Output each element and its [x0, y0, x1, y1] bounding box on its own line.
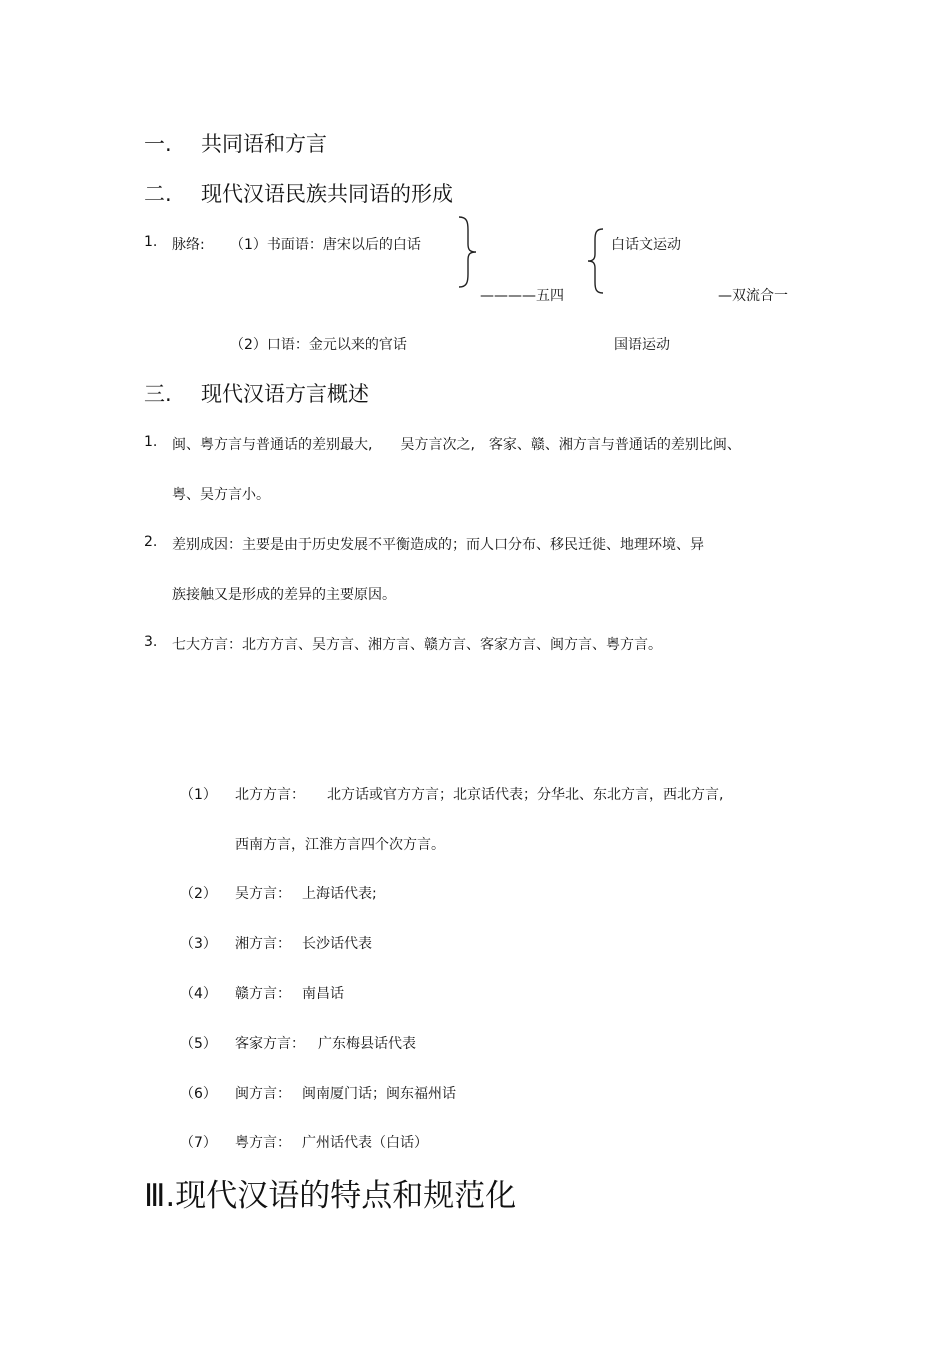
- overview-number: 3.: [144, 634, 158, 650]
- dialect-name: 吴方言：: [235, 886, 291, 902]
- dialect-name: 赣方言：: [235, 986, 291, 1002]
- dialect-number: （5）: [180, 1036, 217, 1052]
- dialect-desc: 长沙话代表: [302, 936, 372, 952]
- dialect-number: （2）: [180, 886, 217, 902]
- dialect-desc: 闽南厦门话；闽东福州话: [302, 1086, 456, 1102]
- dialect-name: 客家方言：: [235, 1036, 305, 1052]
- chapter-number: Ⅲ.: [144, 1178, 176, 1214]
- overview-text: 族接触又是形成的差异的主要原因。: [172, 587, 396, 603]
- section-title: 共同语和方言: [201, 132, 327, 156]
- section-heading-2: [144, 178, 453, 208]
- dialect-desc: 上海话代表;: [302, 886, 377, 902]
- dialect-desc: 南昌话: [302, 986, 344, 1002]
- overview-text: 差别成因：主要是由于历史发展不平衡造成的；而人口分布、移民迁徙、地理环境、异: [172, 537, 704, 553]
- dialect-desc: 西南方言，江淮方言四个次方言。: [235, 837, 445, 853]
- overview-number: 2.: [144, 534, 158, 550]
- dialect-number: （4）: [180, 986, 217, 1002]
- overview-number: 1.: [144, 434, 158, 450]
- chapter-title: 现代汉语的特点和规范化: [175, 1178, 517, 1214]
- dialect-name: 粤方言：: [235, 1135, 291, 1151]
- section-title: 现代汉语方言概述: [201, 382, 369, 406]
- dialect-number: （7）: [180, 1135, 217, 1151]
- left-brace-icon: [586, 228, 606, 294]
- section-number: 三.: [144, 382, 172, 406]
- overview-text: 七大方言：北方方言、吴方言、湘方言、赣方言、客家方言、闽方言、粤方言。: [172, 637, 662, 653]
- formation-number: 1.: [144, 234, 158, 250]
- formation-written: （1）书面语：唐宋以后的白话: [230, 237, 421, 253]
- dialect-desc: 广东梅县话代表: [318, 1036, 416, 1052]
- section-title: 现代汉语民族共同语的形成: [201, 182, 453, 206]
- chapter-heading: [144, 1170, 516, 1215]
- formation-label: 脉络:: [172, 237, 205, 253]
- dialect-number: （1）: [180, 787, 217, 803]
- right-brace-icon: [456, 216, 480, 288]
- dialect-name: 湘方言：: [235, 936, 291, 952]
- formation-spoken: （2）口语：金元以来的官话: [230, 337, 407, 353]
- dialect-desc: 北方话或官方方言；北京话代表；分华北、东北方言，西北方言,: [327, 787, 724, 803]
- dialect-name: 闽方言：: [235, 1086, 291, 1102]
- formation-wusi: ————五四: [480, 288, 564, 304]
- overview-text: 粤、吴方言小。: [172, 487, 270, 503]
- dialect-number: （3）: [180, 936, 217, 952]
- dialect-number: （6）: [180, 1086, 217, 1102]
- overview-text: 闽、粤方言与普通话的差别最大, 吴方言次之, 客家、赣、湘方言与普通话的差别比闽、: [172, 437, 741, 453]
- dialect-desc: 广州话代表（白话）: [302, 1135, 428, 1151]
- formation-guoyu: 国语运动: [614, 337, 670, 353]
- dialect-name: 北方方言：: [235, 787, 305, 803]
- section-heading-1: [144, 128, 327, 158]
- section-number: 二.: [144, 182, 172, 206]
- formation-merge: —双流合一: [718, 288, 788, 304]
- section-heading-3: [144, 378, 369, 408]
- formation-baihua: 白话文运动: [611, 237, 681, 253]
- section-number: 一.: [144, 132, 172, 156]
